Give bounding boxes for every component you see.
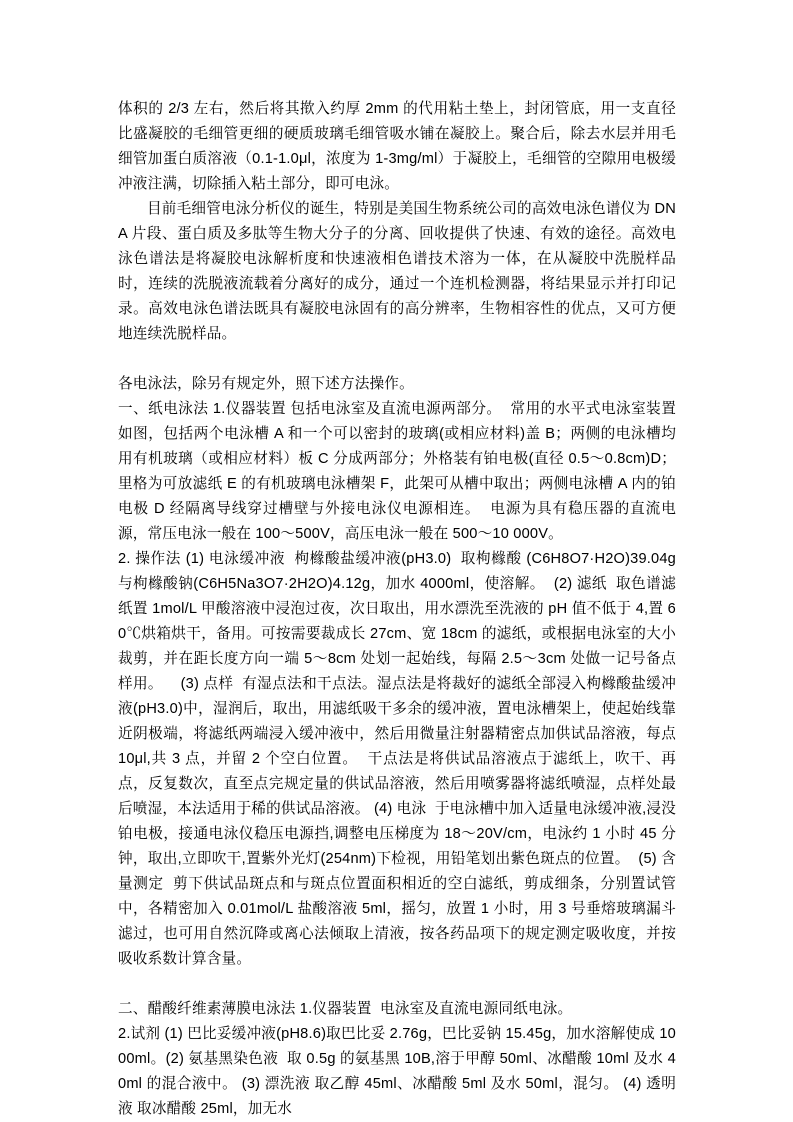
paragraph-gel-tube-preparation: 体积的 2/3 左右，然后将其揿入约厚 2mm 的代用粘土垫上，封闭管底，用一支直径比盛凝胶的毛细管更细的硬质玻璃毛细管吸水铺在凝胶上。聚合后，除去水层并用毛细管加蛋白质溶液（0.1-1.0μl，浓度为 1-3mg/ml）于凝胶上，毛细管的空隙用电极缓冲液注满，切除插入粘土部分，即可电泳。 bbox=[118, 101, 676, 192]
paragraph-general-instruction: 各电泳法，除另有规定外，照下述方法操作。 bbox=[118, 376, 414, 392]
paragraph-cellulose-acetate-membrane-apparatus: 二、醋酸纤维素薄膜电泳法 1.仪器装置 电泳室及直流电源同纸电泳。 bbox=[118, 1001, 573, 1017]
paragraph-paper-electrophoresis-procedure: 2. 操作法 (1) 电泳缓冲液 枸橼酸盐缓冲液(pH3.0) 取枸橼酸 (C6H8O7·H2O)39.04g 与枸橼酸钠(C6H5Na3O7·2H2O)4.12g，加水 4000ml，使溶解。 (2) 滤纸 取色谱滤纸置 1mol/L 甲酸溶液中浸泡过夜，次日取出，用水漂洗至洗液的 pH 值不低于 4,置 60℃烘箱烘干，备用。可按需要裁成长 27cm、宽 18cm 的滤纸，或根据电泳室的大小裁剪，并在距长度方向一端 5～8cm 处划一起始线，每隔 2.5～3cm 处做一记号备点样用。 (3) 点样 有湿点法和干点法。湿点法是将裁好的滤纸全部浸入枸橼酸盐缓冲液(pH3.0)中，湿润后，取出，用滤纸吸干多余的缓冲液，置电泳槽架上，使起始线靠近阴极端，将滤纸两端浸入缓冲液中，然后用微量注射器精密点加供试品溶液，每点 10μl,共 3 点，并留 2 个空白位置。 干点法是将供试品溶液点于滤纸上，吹干、再点，反复数次，直至点完规定量的供试品溶液，然后用喷雾器将滤纸喷湿，点样处最后喷湿，本法适用于稀的供试品溶液。 (4) 电泳 于电泳槽中加入适量电泳缓冲液,浸没铂电极，接通电泳仪稳压电源挡,调整电压梯度为 18～20V/cm，电泳约 1 小时 45 分钟，取出,立即吹干,置紫外光灯(254nm)下检视，用铅笔划出紫色斑点的位置。 (5) 含量测定 剪下供试品斑点和与斑点位置面积相近的空白滤纸，剪成细条，分别置试管中，各精密加入 0.01mol/L 盐酸溶液 5ml，摇匀，放置 1 小时，用 3 号垂熔玻璃漏斗滤过，也可用自然沉降或离心法倾取上清液，按各药品项下的规定测定吸收度，并按吸收系数计算含量。 bbox=[118, 551, 681, 967]
paragraph-cellulose-acetate-membrane-reagents: 2.试剂 (1) 巴比妥缓冲液(pH8.6)取巴比妥 2.76g，巴比妥钠 15.45g，加水溶解使成 1000ml。(2) 氨基黑染色液 取 0.5g 的氨基黑 10B,溶于甲醇 50ml、冰醋酸 10ml 及水 40ml 的混合液中。 (3) 漂洗液 取乙醇 45ml、冰醋酸 5ml 及水 50ml，混匀。 (4) 透明液 取冰醋酸 25ml，加无水 bbox=[118, 1026, 676, 1117]
paragraph-capillary-electrophoresis-intro: 目前毛细管电泳分析仪的诞生，特别是美国生物系统公司的高效电泳色谱仪为 DNA 片段、蛋白质及多肽等生物大分子的分离、回收提供了快速、有效的途径。高效电泳色谱法是将凝胶电泳解析度和快速液相色谱技术溶为一体，在从凝胶中洗脱样品时，连续的洗脱液流载着分离好的成分，通过一个连机检测器，将结果显示并打印记录。高效电泳色谱法既具有凝胶电泳固有的高分辨率，生物相容性的优点，又可方便地连续洗脱样品。 bbox=[118, 201, 676, 342]
paragraph-paper-electrophoresis-apparatus: 一、纸电泳法 1.仪器装置 包括电泳室及直流电源两部分。 常用的水平式电泳室装置如图，包括两个电泳槽 A 和一个可以密封的玻璃(或相应材料)盖 B；两侧的电泳槽均用有机玻璃（或相应材料）板 C 分成两部分；外格装有铂电极(直径 0.5～0.8cm)D；里格为可放滤纸 E 的有机玻璃电泳槽架 F，此架可从槽中取出；两侧电泳槽 A 内的铂电极 D 经隔离导线穿过槽壁与外接电泳仪电源相连。 电源为具有稳压器的直流电源，常压电泳一般在 100～500V，高压电泳一般在 500～10 000V。 bbox=[118, 401, 676, 542]
